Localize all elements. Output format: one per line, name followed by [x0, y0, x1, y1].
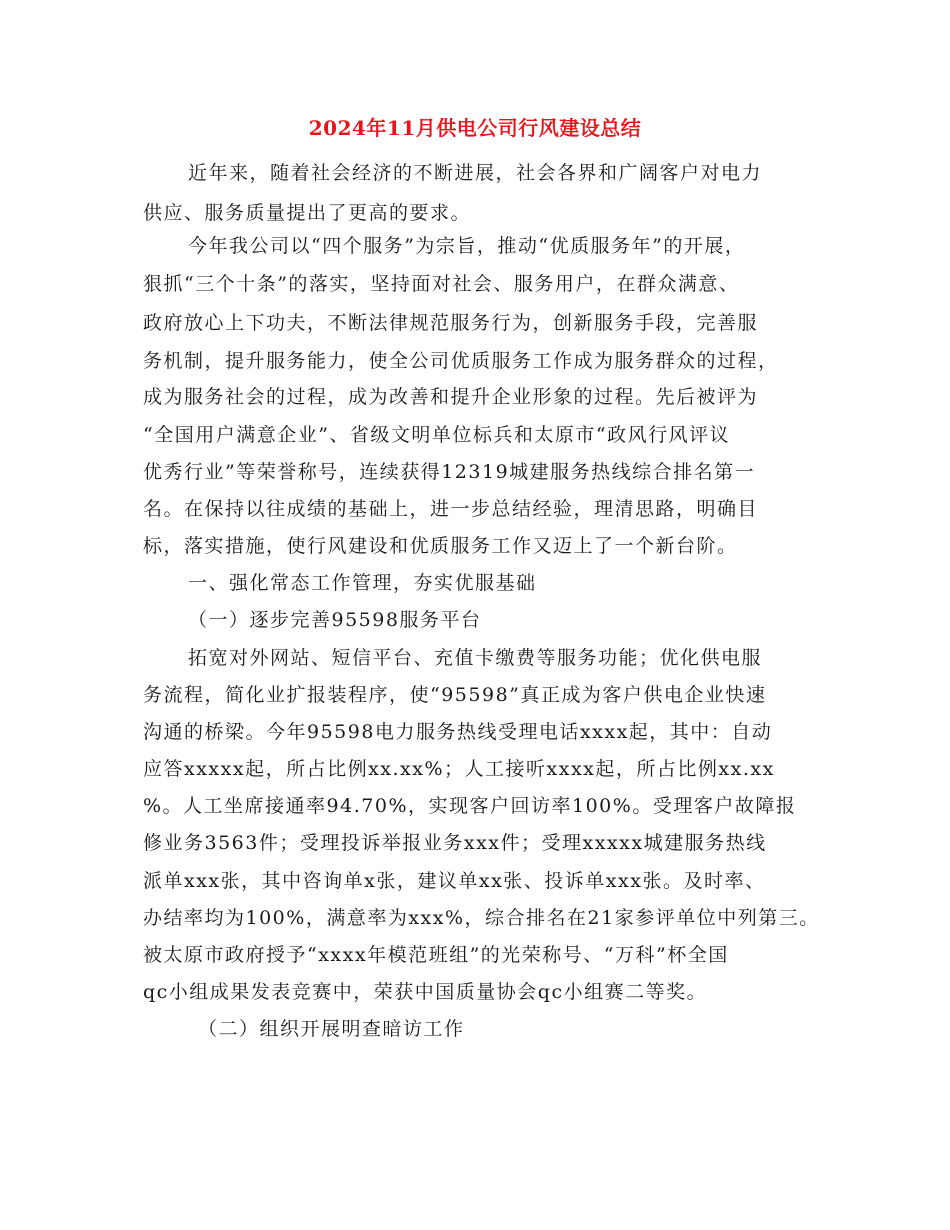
paragraph-line: 拓宽对外网站、短信平台、充值卡缴费等服务功能；优化供电服 [188, 647, 763, 669]
paragraph-line: 近年来，随着社会经济的不断进展，社会各界和广阔客户对电力 [188, 162, 763, 184]
paragraph-line: 被太原市政府授予“xxxx年模范班组”的光荣称号、“万科”杯全国 [143, 944, 729, 966]
paragraph-line: “全国用户满意企业”、省级文明单位标兵和太原市“政风行风评议 [143, 424, 731, 446]
document-title: 2024年11月供电公司行风建设总结 [308, 116, 642, 140]
paragraph-line: 修业务3563件；受理投诉举报业务xxx件；受理xxxxx城建服务热线 [143, 832, 767, 854]
paragraph-line: 优秀行业”等荣誉称号，连续获得12319城建服务热线综合排名第一 [143, 461, 756, 483]
paragraph-line: 派单xxx张，其中咨询单x张，建议单xx张、投诉单xxx张。及时率、 [143, 870, 766, 892]
paragraph-line: 办结率均为100%，满意率为xxx%，综合排名在21家参评单位中列第三。 [143, 907, 820, 929]
paragraph-line: 名。在保持以往成绩的基础上，进一步总结经验，理清思路，明确目 [143, 498, 759, 520]
paragraph-line: 沟通的桥梁。今年95598电力服务热线受理电话xxxx起，其中：自动 [143, 721, 773, 743]
paragraph-line: %。人工坐席接通率94.70%，实现客户回访率100%。受理客户故障报 [143, 795, 797, 817]
paragraph-line: 标，落实措施，使行风建设和优质服务工作又迈上了一个新台阶。 [143, 535, 738, 557]
paragraph-line: 成为服务社会的过程，成为改善和提升企业形象的过程。先后被评为 [143, 386, 759, 408]
subsection-heading: （二）组织开展明查暗访工作 [198, 1018, 465, 1040]
paragraph-line: 供应、服务质量提出了更高的要求。 [143, 202, 472, 224]
paragraph-line: 狠抓“三个十条”的落实，坚持面对社会、服务用户，在群众满意、 [143, 273, 740, 295]
paragraph-line: qc小组成果发表竞赛中，荣获中国质量协会qc小组赛二等奖。 [143, 981, 708, 1003]
paragraph-line: 政府放心上下功夫，不断法律规范服务行为，创新服务手段，完善服 [143, 312, 759, 334]
paragraph-line: 务机制，提升服务能力，使全公司优质服务工作成为服务群众的过程， [143, 350, 779, 372]
paragraph-line: 务流程，简化业扩报装程序，使“95598”真正成为客户供电企业快速 [143, 684, 767, 706]
paragraph-line: 应答xxxxx起，所占比例xx.xx%；人工接听xxxx起，所占比例xx.xx [143, 758, 775, 780]
paragraph-line: 今年我公司以“四个服务”为宗旨，推动“优质服务年”的开展， [188, 235, 746, 257]
section-heading: 一、强化常态工作管理，夯实优服基础 [188, 572, 537, 594]
subsection-heading: （一）逐步完善95598服务平台 [188, 609, 482, 631]
